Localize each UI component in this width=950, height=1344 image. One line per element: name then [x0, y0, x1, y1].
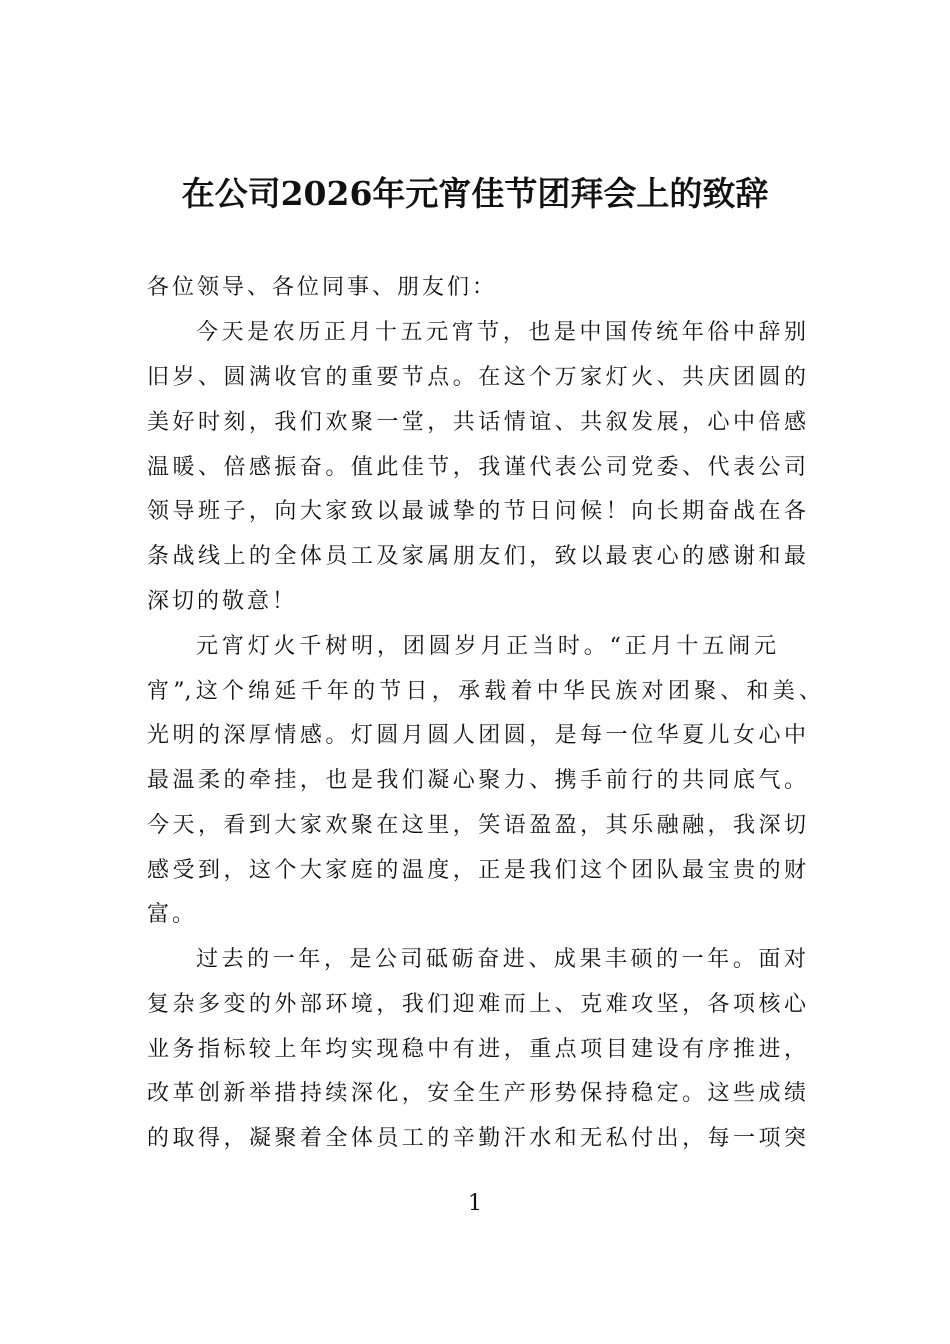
- paragraph-line: 复杂多变的外部环境，我们迎难而上、克难攻坚，各项核心: [147, 992, 806, 1017]
- paragraph-line: 改革创新举措持续深化，安全生产形势保持稳定。这些成绩: [147, 1081, 806, 1106]
- paragraph-line: 温暖、倍感振奋。值此佳节，我谨代表公司党委、代表公司: [147, 455, 806, 480]
- paragraph-line: 光明的深厚情感。灯圆月圆人团圆，是每一位华夏儿女心中: [147, 723, 806, 748]
- document-title: 在公司2026年元宵佳节团拜会上的致辞: [181, 174, 769, 213]
- paragraph-line: 宵”,这个绵延千年的节日，承载着中华民族对团聚、和美、: [147, 679, 821, 704]
- salutation: 各位领导、各位同事、朋友们：: [147, 275, 498, 300]
- paragraph-line: 条战线上的全体员工及家属朋友们，致以最衷心的感谢和最: [147, 544, 806, 569]
- paragraph-line: 业务指标较上年均实现稳中有进，重点项目建设有序推进，: [147, 1037, 806, 1062]
- page-number: 1: [468, 1191, 482, 1216]
- paragraph-line: 美好时刻，我们欢聚一堂，共话情谊、共叙发展，心中倍感: [147, 410, 806, 435]
- paragraph-line: 深切的敬意！: [147, 589, 298, 614]
- paragraph-line: 最温柔的牵挂，也是我们凝心聚力、携手前行的共同底气。: [147, 768, 806, 793]
- paragraph-line: 领导班子，向大家致以最诚挚的节日问候！向长期奋战在各: [147, 499, 806, 524]
- paragraph-line: 今天，看到大家欢聚在这里，笑语盈盈，其乐融融，我深切: [147, 813, 806, 838]
- paragraph-line: 旧岁、圆满收官的重要节点。在这个万家灯火、共庆团圆的: [147, 365, 806, 390]
- paragraph-line: 富。: [147, 902, 198, 927]
- paragraph-line: 元宵灯火千树明，团圆岁月正当时。“正月十五闹元: [196, 634, 776, 659]
- paragraph-line: 的取得，凝聚着全体员工的辛勤汗水和无私付出，每一项突: [147, 1126, 806, 1151]
- paragraph-line: 感受到，这个大家庭的温度，正是我们这个团队最宝贵的财: [147, 858, 806, 883]
- paragraph-line: 今天是农历正月十五元宵节，也是中国传统年俗中辞别: [196, 320, 806, 345]
- paragraph-line: 过去的一年，是公司砥砺奋进、成果丰硕的一年。面对: [196, 947, 806, 972]
